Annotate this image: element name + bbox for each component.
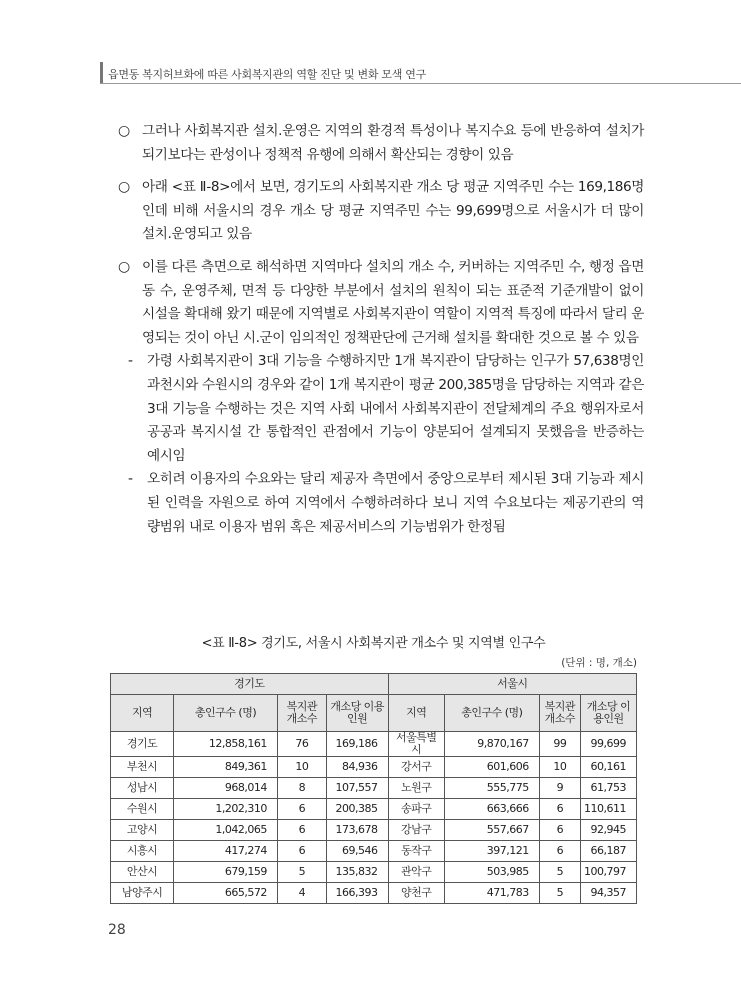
table-cell: 10 [277, 757, 326, 778]
table-cell: 166,393 [326, 883, 388, 904]
table-cell: 6 [539, 841, 580, 862]
paragraph-2 [118, 176, 644, 247]
paragraph-text: 오히려 이용자의 수요와는 달리 제공자 측면에서 중앙으로부터 제시된 3대 기능과 제시된 인력을 자원으로 하여 지역에서 수행하려하다 보니 지역 수요보다는 제공기관의 역량범위 내로 이용자 범위 혹은 제공서비스의 기능범위가 한정됨 [147, 471, 644, 535]
paragraph-text: 아래 <표 Ⅱ-8>에서 보면, 경기도의 사회복지관 개소 당 평균 지역주민 수는 169,186명인데 비해 서울시의 경우 개소 당 평균 지역주민 수는 99,699명으로 서울시가 더 많이 설치.운영되고 있음 [142, 179, 644, 243]
paragraph-3 [118, 256, 644, 350]
paragraph-1 [118, 120, 644, 167]
paragraph-text: 이를 다른 측면으로 해석하면 지역마다 설치의 개소 수, 커버하는 지역주민 수, 행정 읍면동 수, 운영주체, 면적 등 다양한 부분에서 설치의 원칙이 되는 표준적 기준개발이 없이 시설을 확대해 왔기 때문에 지역별로 사회복지관이 역할이 지역적 특징에 따라서 달리 운영되는 것이 아닌 시.군이 임의적인 정책판단에 근거해 설치를 확대한 것으로 볼 수 있음 [142, 258, 644, 346]
table-cell: 663,666 [444, 799, 539, 820]
table-cell: 601,606 [444, 757, 539, 778]
table-cell: 9 [539, 778, 580, 799]
table-body [111, 732, 637, 904]
table-row [111, 799, 637, 820]
table-row [111, 778, 637, 799]
table-cell: 555,775 [444, 778, 539, 799]
column-header: 지역 [111, 695, 174, 732]
table-row [111, 883, 637, 904]
column-header: 개소당 이용인원 [326, 695, 388, 732]
table-unit: (단위 : 명, 개소) [561, 657, 637, 669]
running-header: 읍면동 복지허브화에 따른 사회복지관의 역할 진단 및 변화 모색 연구 [108, 68, 426, 81]
table-row [111, 841, 637, 862]
table-row [111, 757, 637, 778]
column-header: 총인구수 (명) [174, 695, 278, 732]
table-cell: 60,161 [580, 757, 636, 778]
table-cell: 10 [539, 757, 580, 778]
sub-paragraph-1 [125, 350, 644, 468]
table-cell: 4 [277, 883, 326, 904]
group-gyeonggi: 경기도 [111, 674, 389, 695]
table-cell: 849,361 [174, 757, 278, 778]
column-header: 지역 [388, 695, 444, 732]
table-cell: 94,357 [580, 883, 636, 904]
table-cell: 76 [277, 732, 326, 757]
table-row [111, 732, 637, 757]
table-cell: 84,936 [326, 757, 388, 778]
table-cell: 수원시 [111, 799, 174, 820]
table-cell: 9,870,167 [444, 732, 539, 757]
table-cell: 397,121 [444, 841, 539, 862]
table-cell: 남양주시 [111, 883, 174, 904]
table-cell: 135,832 [326, 862, 388, 883]
table-cell: 5 [539, 883, 580, 904]
table-cell: 69,546 [326, 841, 388, 862]
sub-paragraph-2 [125, 468, 644, 539]
table-cell: 8 [277, 778, 326, 799]
column-header: 복지관 개소수 [539, 695, 580, 732]
table-row [111, 862, 637, 883]
table-caption: <표 Ⅱ-8> 경기도, 서울시 사회복지관 개소수 및 지역별 인구수 [201, 636, 546, 651]
table-cell: 61,753 [580, 778, 636, 799]
page-number: 28 [108, 922, 126, 938]
table-cell: 강남구 [388, 820, 444, 841]
table-cell: 노원구 [388, 778, 444, 799]
table-cell: 92,945 [580, 820, 636, 841]
table-column-header [111, 695, 637, 732]
table-cell: 417,274 [174, 841, 278, 862]
table-group-header [111, 674, 637, 695]
dash-bullet-icon: - [128, 353, 133, 370]
table-cell: 고양시 [111, 820, 174, 841]
table-cell: 100,797 [580, 862, 636, 883]
table-cell: 471,783 [444, 883, 539, 904]
table-cell: 관악구 [388, 862, 444, 883]
column-header: 총인구수 (명) [444, 695, 539, 732]
table-cell: 6 [277, 841, 326, 862]
circle-bullet-icon: ○ [118, 179, 130, 196]
table-cell: 6 [539, 799, 580, 820]
paragraph-text: 가령 사회복지관이 3대 기능을 수행하지만 1개 복지관이 담당하는 인구가 57,638명인 과천시와 수원시의 경우와 같이 1개 복지관이 평균 200,385명을 담당하는 지역과 같은 3대 기능을 수행하는 것은 지역 사회 내에서 사회복지관이 전달체계의 주요 행위자로서 공공과 복지시설 간 통합적인 관점에서 기능이 양분되어 설계되지 못했음을 반증하는 예시임 [147, 353, 644, 464]
paragraph-text: 그러나 사회복지관 설치.운영은 지역의 환경적 특성이나 복지수요 등에 반응하여 설치가 되기보다는 관성이나 정책적 유행에 의해서 확산되는 경향이 있음 [142, 123, 644, 163]
table-cell: 송파구 [388, 799, 444, 820]
column-header: 개소당 이용인원 [580, 695, 636, 732]
column-header: 복지관 개소수 [277, 695, 326, 732]
table-cell: 안산시 [111, 862, 174, 883]
table-cell: 99 [539, 732, 580, 757]
circle-bullet-icon: ○ [118, 123, 130, 139]
table-cell: 679,159 [174, 862, 278, 883]
table-cell: 부천시 [111, 757, 174, 778]
header-marker [100, 62, 103, 84]
table-cell: 시흥시 [111, 841, 174, 862]
table-cell: 6 [539, 820, 580, 841]
dash-bullet-icon: - [128, 471, 133, 488]
group-seoul: 서울시 [388, 674, 636, 695]
table-cell: 557,667 [444, 820, 539, 841]
table-cell: 경기도 [111, 732, 174, 757]
table-cell: 169,186 [326, 732, 388, 757]
table-cell: 665,572 [174, 883, 278, 904]
welfare-center-table [110, 673, 637, 904]
table-cell: 양천구 [388, 883, 444, 904]
table-cell: 107,557 [326, 778, 388, 799]
table-cell: 66,187 [580, 841, 636, 862]
table-cell: 강서구 [388, 757, 444, 778]
header-divider [100, 83, 741, 84]
table-cell: 503,985 [444, 862, 539, 883]
circle-bullet-icon: ○ [118, 258, 130, 275]
table-cell: 6 [277, 799, 326, 820]
table-cell: 12,858,161 [174, 732, 278, 757]
table-cell: 968,014 [174, 778, 278, 799]
table-cell: 1,202,310 [174, 799, 278, 820]
table-cell: 1,042,065 [174, 820, 278, 841]
table-cell: 동작구 [388, 841, 444, 862]
table-cell: 110,611 [580, 799, 636, 820]
table-cell: 173,678 [326, 820, 388, 841]
table-cell: 성남시 [111, 778, 174, 799]
table-cell: 5 [277, 862, 326, 883]
body-text [118, 120, 644, 539]
table-cell: 서울특별시 [388, 732, 444, 757]
table-cell: 200,385 [326, 799, 388, 820]
table-row [111, 820, 637, 841]
table-cell: 6 [277, 820, 326, 841]
table-cell: 5 [539, 862, 580, 883]
table-cell: 99,699 [580, 732, 636, 757]
